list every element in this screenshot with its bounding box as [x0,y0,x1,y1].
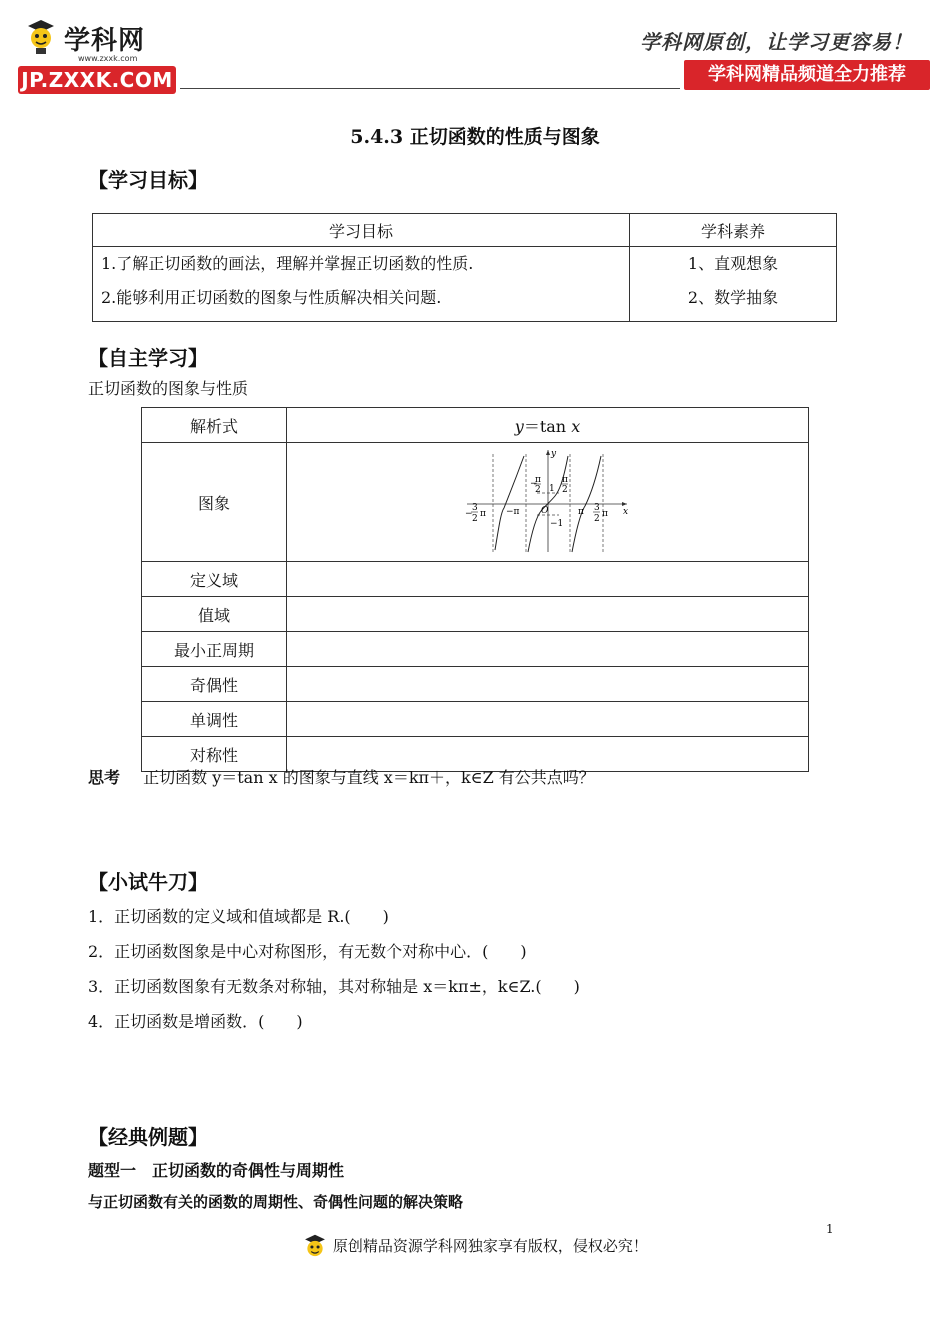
minus-one-label: −1 [549,519,563,529]
think-label: 思考 [88,768,121,787]
neg-three-half-pi: π [479,509,486,519]
logo-band: JP.ZXXK.COM [18,66,176,94]
table-row [142,702,809,737]
literacy-item: 1、直观想象 [687,254,779,273]
section-examples: 【经典例题】 [88,1125,208,1149]
table-header-goals: 学习目标 [93,214,630,247]
answer-cell [287,597,809,632]
row-label: 定义域 [142,562,287,597]
three-half-pi: π [601,509,608,519]
footer-text: 原创精品资源学科网独家享有版权，侵权必究！ [332,1237,648,1255]
row-label: 最小正周期 [142,632,287,667]
answer-cell [287,562,809,597]
table-row [142,632,809,667]
footer [0,1232,950,1262]
formula-x: x [571,416,581,436]
tan-graph [463,446,633,558]
three-half-den: 2 [593,514,600,524]
answer-cell [287,632,809,667]
pi-label: π [577,507,584,517]
row-label: 值域 [142,597,287,632]
think-question [88,765,595,788]
practice-item: 3．正切函数图象有无数条对称轴，其对称轴是 x＝kπ±，k∈Z.( ) [88,977,580,996]
literacy-cell [630,247,837,322]
header-rule [180,88,680,89]
row-label: 奇偶性 [142,667,287,702]
neg-pi-label: −π [505,507,519,517]
example-type: 题型一 正切函数的奇偶性与周期性 [88,1161,345,1180]
mascot-icon [302,1232,328,1262]
formula-mid: ＝tan [523,416,572,436]
example-strategy: 与正切函数有关的函数的周期性、奇偶性问题的解决策略 [88,1193,464,1211]
section-self-study: 【自主学习】 [88,346,208,370]
mascot-icon [24,18,58,54]
half-pi-num: π [561,475,568,485]
table-row [93,247,837,322]
table-row [142,667,809,702]
answer-cell [287,667,809,702]
slogan: 学科网原创，让学习更容易！ [640,30,913,54]
think-text: 正切函数 y＝tan x 的图象与直线 x＝kπ＋，k∈Z 有公共点吗？ [143,768,595,787]
promo-banner: 学科网精品频道全力推荐 [684,60,930,90]
neg-half-pi-sign: − [529,479,538,489]
formula-cell [287,408,809,443]
row-label: 对称性 [142,737,287,772]
practice-item: 1．正切函数的定义域和值域都是 R.( ) [88,907,389,926]
logo-url: www.zxxk.com [78,54,138,63]
formula-y: y [514,416,524,436]
section-goals: 【学习目标】 [88,168,208,192]
origin-label: O [540,506,548,516]
table-header-literacy: 学科素养 [630,214,837,247]
goals-cell [93,247,630,322]
self-study-intro: 正切函数的图象与性质 [88,379,249,398]
site-logo[interactable] [18,14,188,96]
goal-table [92,213,837,322]
table-row [142,443,809,562]
row-label: 单调性 [142,702,287,737]
neg-three-half-den: 2 [471,514,478,524]
x-axis-label: x [622,507,628,517]
y-arrow [546,450,550,455]
table-row [142,408,809,443]
practice-item: 4．正切函数是增函数．( ) [88,1012,303,1031]
one-label: 1 [548,484,555,494]
half-pi-den: 2 [561,485,568,495]
graph-cell [287,443,809,562]
answer-cell [287,702,809,737]
row-label: 解析式 [142,408,287,443]
table-row [142,562,809,597]
neg-three-half-num: 3 [471,503,478,513]
tan-branch [495,456,524,550]
x-arrow [622,502,627,506]
table-row [142,597,809,632]
neg-half-pi-den: 2 [534,485,541,495]
neg-three-half-sign: − [464,509,473,519]
table-row [93,214,837,247]
neg-half-pi-num: π [534,475,541,485]
goal-item: 1.了解正切函数的画法，理解并掌握正切函数的性质. [101,254,474,273]
page-number: 1 [826,1222,834,1236]
logo-text: 学科网 [64,26,146,56]
literacy-item: 2、数学抽象 [687,288,779,307]
property-table [141,407,809,772]
three-half-num: 3 [593,503,600,513]
section-practice: 【小试牛刀】 [88,870,208,894]
y-axis-label: y [550,449,556,459]
page-header [0,0,950,100]
practice-item: 2．正切函数图象是中心对称图形，有无数个对称中心．( ) [88,942,527,961]
goal-item: 2.能够利用正切函数的图象与性质解决相关问题. [101,288,442,307]
document-title: 5.4.3 正切函数的性质与图象 [350,126,600,148]
row-label: 图象 [142,443,287,562]
